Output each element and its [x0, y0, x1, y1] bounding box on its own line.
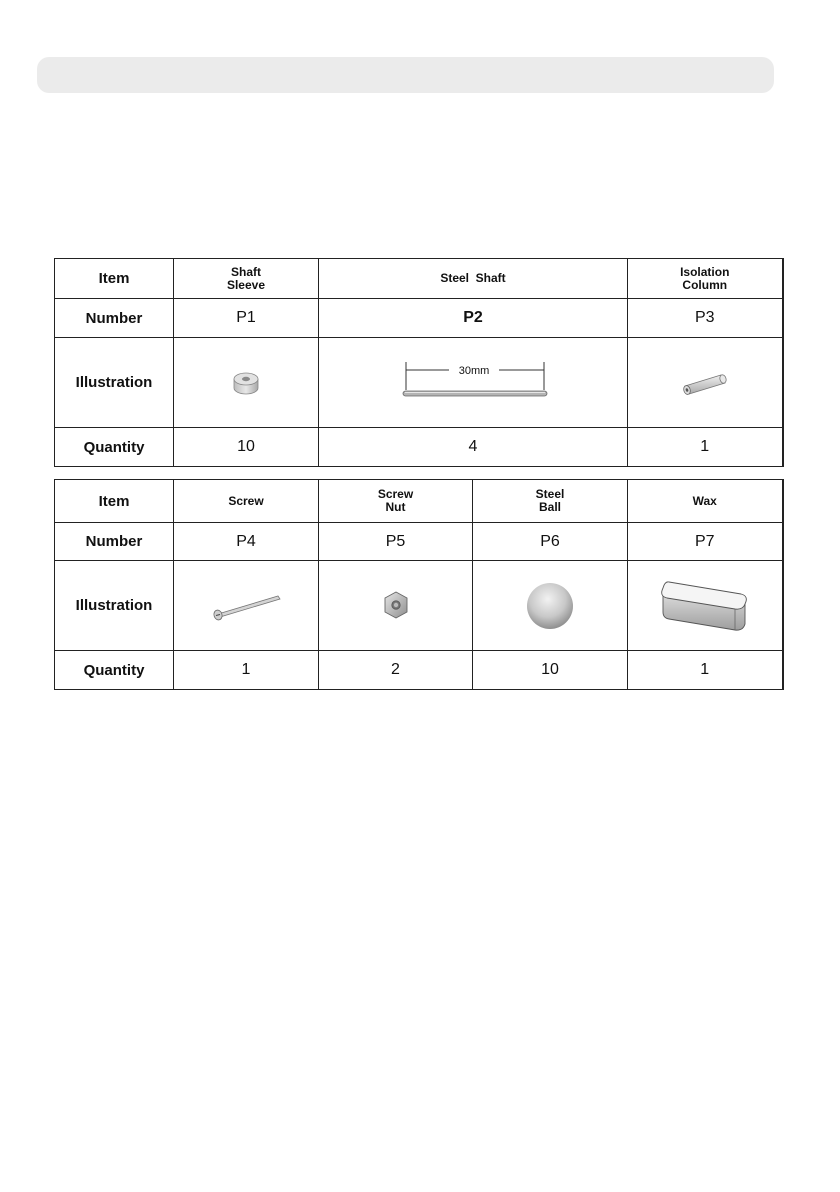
number-p6: P6	[473, 523, 628, 561]
isolation-column-icon	[675, 368, 735, 398]
row-label-item: Item	[55, 259, 174, 299]
parts-table-1	[54, 258, 784, 467]
steel-ball-illustration	[473, 561, 628, 651]
shaft-sleeve-icon	[226, 368, 266, 398]
number-p1: P1	[174, 299, 319, 338]
number-row	[55, 523, 783, 561]
quantity-p5: 2	[319, 651, 473, 690]
item-shaft-sleeve: Shaft Sleeve	[174, 259, 319, 299]
row-label-quantity: Quantity	[55, 651, 174, 690]
screw-nut-illustration	[319, 561, 473, 651]
row-label-illustration: Illustration	[55, 338, 174, 428]
item-screw: Screw	[174, 480, 319, 523]
item-steel-ball: Steel Ball	[473, 480, 628, 523]
steel-shaft-icon	[393, 358, 553, 408]
screw-illustration	[174, 561, 319, 651]
number-row	[55, 299, 783, 338]
quantity-row	[55, 651, 783, 690]
dimension-label: 30mm	[458, 364, 490, 377]
item-steel-shaft: Steel Shaft	[319, 259, 628, 299]
wax-illustration	[628, 561, 783, 651]
steel-shaft-illustration	[319, 338, 628, 428]
row-label-illustration: Illustration	[55, 561, 174, 651]
number-p4: P4	[174, 523, 319, 561]
row-label-number: Number	[55, 523, 174, 561]
item-wax: Wax	[628, 480, 783, 523]
quantity-row	[55, 428, 783, 467]
row-label-number: Number	[55, 299, 174, 338]
quantity-p1: 10	[174, 428, 319, 467]
quantity-p4: 1	[174, 651, 319, 690]
item-screw-nut: Screw Nut	[319, 480, 473, 523]
item-row	[55, 259, 783, 299]
row-label-quantity: Quantity	[55, 428, 174, 467]
number-p2: P2	[319, 299, 628, 338]
quantity-p3: 1	[628, 428, 783, 467]
item-isolation-column: Isolation Column	[628, 259, 783, 299]
illustration-row	[55, 338, 783, 428]
isolation-column-illustration	[628, 338, 783, 428]
parts-table-2	[54, 479, 784, 690]
illustration-row	[55, 561, 783, 651]
wax-bar-icon	[655, 576, 755, 636]
item-row	[55, 480, 783, 523]
quantity-p2: 4	[319, 428, 628, 467]
shaft-sleeve-illustration	[174, 338, 319, 428]
steel-ball-icon	[522, 578, 578, 634]
number-p3: P3	[628, 299, 783, 338]
header-bar	[37, 57, 774, 93]
hex-nut-icon	[376, 586, 416, 626]
quantity-p6: 10	[473, 651, 628, 690]
screw-icon	[206, 586, 286, 626]
row-label-item: Item	[55, 480, 174, 523]
number-p5: P5	[319, 523, 473, 561]
number-p7: P7	[628, 523, 783, 561]
quantity-p7: 1	[628, 651, 783, 690]
